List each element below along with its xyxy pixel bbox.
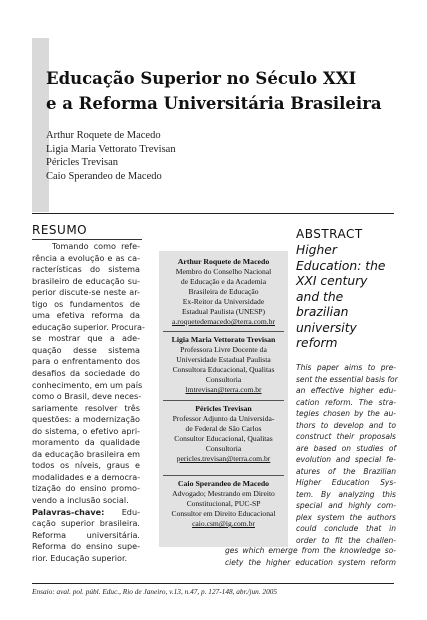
affiliation-line: Consultoria (205, 375, 242, 384)
keywords-text: Edu- (121, 506, 140, 517)
keywords-label: Palavras-chave: (32, 506, 105, 517)
abstract-text-continued (225, 545, 396, 568)
abstract-article-title (296, 243, 408, 352)
resumo-line: racterísticas do sistema (32, 264, 140, 275)
affiliation-line: Consultor Educacional, Qualitas (174, 434, 273, 443)
affiliation-entry (159, 335, 288, 395)
keywords-line: rior. Educação superior. (32, 552, 128, 563)
title-line: e a Reforma Universitária Brasileira (46, 94, 382, 113)
resumo-line: desafios da sociedade do (32, 368, 140, 379)
affiliation-line: Universidade Estadual Paulista (176, 355, 271, 364)
abstract-heading: ABSTRACT (296, 227, 363, 241)
author-name: Péricles Trevisan (46, 157, 119, 168)
affiliation-line: Advogado; Mestrando em Direito (172, 489, 275, 498)
affiliation-line: de Educação e da Academia (180, 277, 267, 286)
author-list (46, 129, 176, 183)
affiliation-email-link[interactable]: pericles.trevisan@terra.com.br (176, 454, 271, 463)
resumo-text (32, 241, 145, 564)
affiliation-name: Arthur Roquete de Macedo (177, 257, 270, 266)
abstract-line: Higher Education Sys- (296, 478, 396, 487)
affiliation-email-link[interactable]: lmtrevisan@terra.com.br (185, 385, 262, 394)
resumo-line: da educação brasileira em (32, 448, 140, 459)
abstract-title-line: university (296, 320, 357, 335)
abstract-line: This paper aims to pre- (296, 363, 396, 372)
article-title (46, 66, 406, 116)
affiliation-entry (159, 257, 288, 327)
affiliation-line: Consultor em Direito Educacional (171, 509, 276, 518)
keywords-line: Reforma do ensino supe- (32, 541, 140, 552)
resumo-line: rência a evolução e as ca- (32, 252, 140, 263)
author-name: Ligia Maria Vettorato Trevisan (46, 143, 176, 155)
resumo-line: tização do ensino promo- (32, 483, 140, 494)
abstract-line: thors to develop and to (296, 420, 396, 430)
resumo-heading: RESUMO (32, 223, 88, 237)
affiliation-line: de Federal de São Carlos (185, 424, 262, 433)
resumo-line: uma efetiva reforma da (32, 310, 140, 321)
abstract-title-line: and the (296, 289, 344, 304)
resumo-line: quação desse sistema (32, 344, 140, 355)
author-name: Caio Sperandeo de Macedo (46, 170, 162, 182)
resumo-line: para o enfrentamento dos (32, 356, 140, 367)
abstract-line: order to fit the challen- (296, 535, 396, 545)
resumo-line: tigo os fundamentos de (32, 298, 140, 309)
keywords-line: cação superior brasileira. (32, 518, 140, 529)
resumo-line: conhecimento, em um país (32, 379, 143, 390)
abstract-line: tegies chosen by the au- (296, 409, 396, 418)
author-name: Arthur Roquete de Macedo (46, 130, 161, 141)
affiliation-line: Membro do Conselho Nacional (175, 267, 272, 276)
resumo-line: educação superior. Procura- (32, 321, 145, 332)
abstract-title-line: Education: the (296, 258, 386, 273)
abstract-title-line: brazilian (296, 305, 349, 319)
abstract-line: atures of the Brazilian (296, 466, 396, 476)
journal-citation-footer: Ensaio: aval. pol. públ. Educ., Rio de Janeiro, v.13, n.47, p. 127-148, abr./jun. 2005 (32, 587, 278, 596)
abstract-line: construct their proposals (296, 432, 396, 441)
abstract-title-line: XXI century (296, 274, 368, 288)
affiliation-line: Professora Livre Docente da (180, 345, 267, 354)
affiliation-line: Brasileira de Educação (188, 287, 259, 296)
resumo-line: como o Brasil, deve neces- (32, 391, 142, 402)
abstract-line: are based on studies of (296, 443, 396, 453)
resumo-line: questões: a modernização (32, 414, 140, 425)
abstract-title-line: reform (296, 336, 338, 350)
abstract-line: plex system the authors (296, 512, 396, 522)
abstract-line: ges which emerge from the knowledge so- (225, 546, 396, 555)
affiliation-line: Consultora Educacional, Qualitas (172, 365, 275, 374)
resumo-line: todos os níveis, graus e (32, 460, 140, 471)
affiliation-line: Consultoria (205, 444, 242, 453)
affiliation-name: Ligia Maria Vettorato Trevisan (171, 335, 276, 344)
abstract-line: ciety the higher education system reform (225, 557, 396, 567)
title-line: Educação Superior no Século XXI (46, 69, 357, 88)
resumo-line: modalidades e a democra- (32, 471, 141, 482)
abstract-title-line: Higher (296, 243, 337, 257)
resumo-underline (32, 239, 142, 240)
affiliation-line: Constitucional, PUC-SP (186, 499, 261, 508)
resumo-line: do sistema, o efetivo apri- (32, 425, 140, 436)
abstract-line: could conclude that in (296, 524, 396, 533)
abstract-line: special and highly com- (296, 501, 396, 510)
affiliation-name: Péricles Trevisan (195, 404, 252, 413)
abstract-line: tem. By analyzing this (296, 489, 396, 499)
resumo-line: Tomando como refe- (52, 241, 140, 251)
resumo-line: moramento da qualidade (32, 437, 140, 448)
affiliation-line: Professor Adjunto da Universida- (172, 414, 275, 423)
affiliation-entry (159, 479, 288, 529)
affiliation-separator (163, 475, 284, 476)
affiliation-name: Caio Sperandeo de Macedo (177, 479, 270, 488)
affiliation-line: Estadual Paulista (UNESP) (181, 307, 266, 316)
resumo-line: se mostrar que a ade- (32, 333, 140, 344)
affiliation-separator (163, 400, 284, 401)
affiliation-email-link[interactable]: caio.csm@ig.com.br (192, 519, 255, 528)
top-divider (32, 213, 394, 214)
resumo-line: vendo a inclusão social. (32, 495, 129, 506)
author-affiliation-box (159, 251, 288, 547)
footer-divider (32, 583, 394, 584)
affiliation-entry (159, 404, 288, 464)
abstract-line: evolution and special fe- (296, 455, 396, 464)
abstract-line: cation reform. The stra- (296, 397, 396, 407)
affiliation-separator (163, 331, 284, 332)
abstract-line: an effective higher edu- (296, 386, 396, 395)
affiliation-email-link[interactable]: a.roquetedemacedo@terra.com.br (172, 317, 275, 326)
resumo-line: sariamente resolver três (32, 402, 140, 413)
affiliation-line: Ex-Reitor da Universidade (182, 297, 265, 306)
abstract-text (296, 362, 396, 546)
resumo-line: brasileiro de educação su- (32, 275, 140, 286)
resumo-line: perior discute-se neste ar- (32, 287, 140, 298)
decorative-gray-bar (32, 38, 49, 212)
keywords-line (32, 507, 140, 519)
abstract-line: sent the essential basis for (296, 374, 398, 384)
keywords-line: Reforma universitária. (32, 529, 140, 540)
